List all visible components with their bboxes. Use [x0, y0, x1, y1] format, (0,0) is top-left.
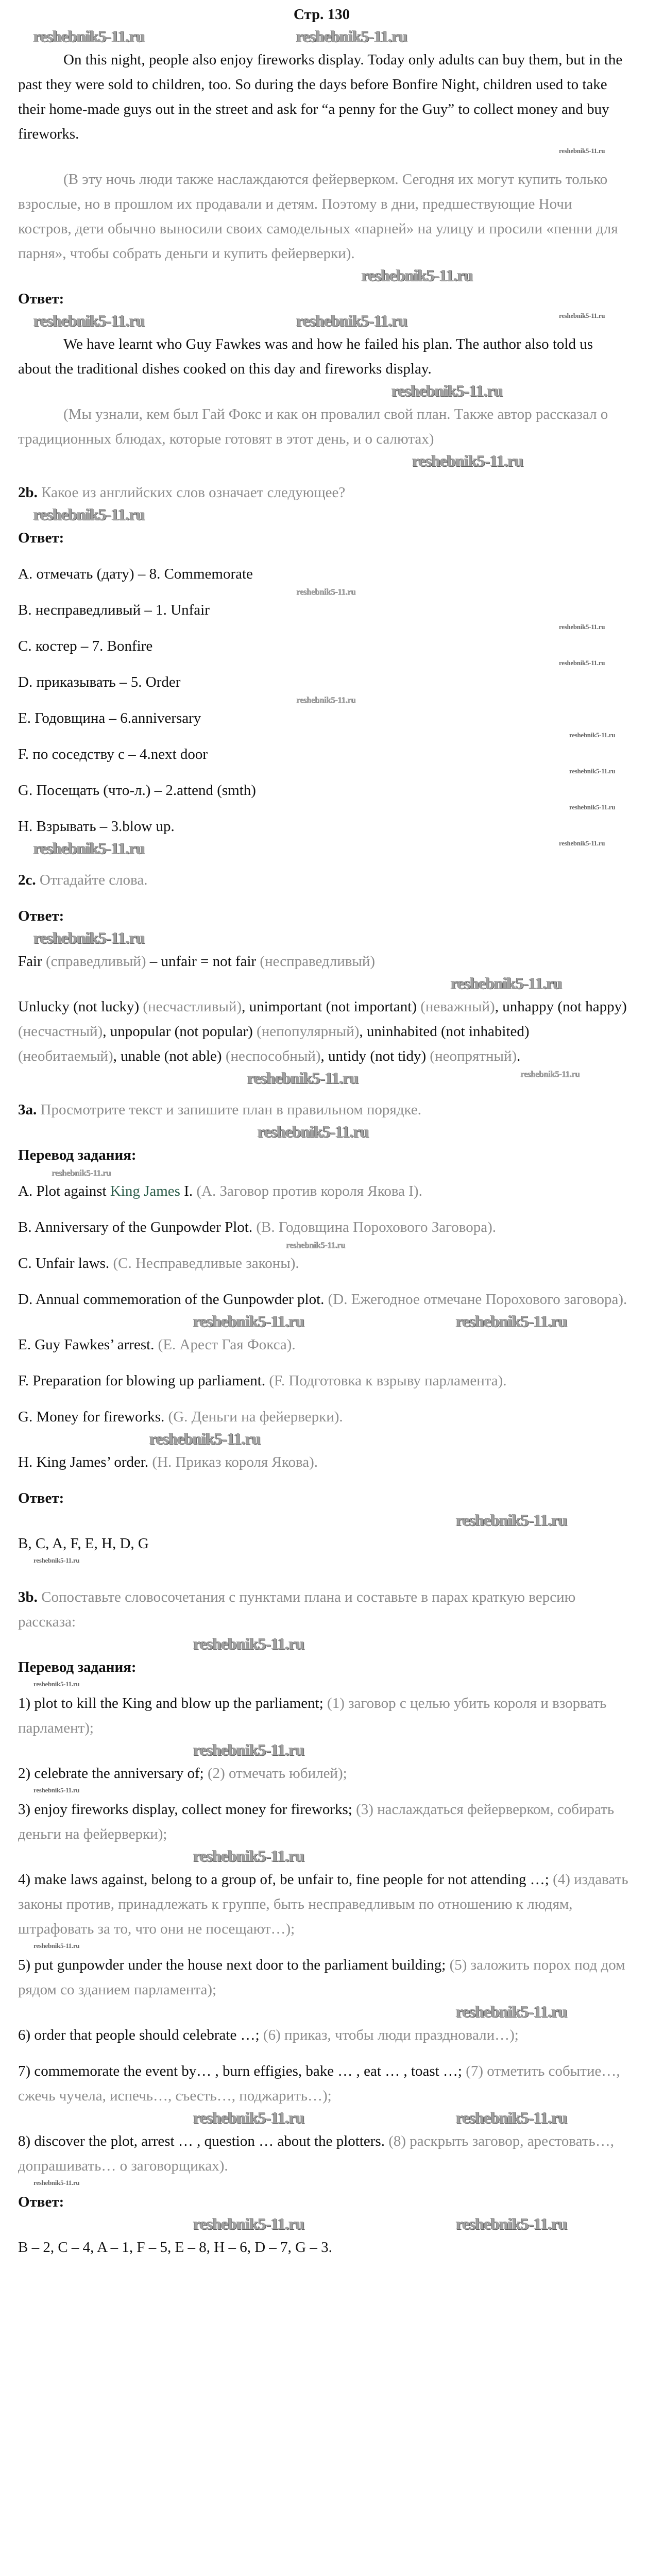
exercise-number: 2c.	[18, 872, 36, 888]
english-text: E. Guy Fawkes’ arrest.	[18, 1336, 158, 1353]
watermark: reshebnik5-11.ru	[33, 1556, 80, 1564]
exercise-task: Отгадайте слова.	[39, 872, 148, 888]
spacer	[0, 1556, 664, 1585]
phrase-item	[18, 2059, 628, 2108]
russian-text: (7) отметить событие…, сжечь чучела, испечь…, съесть…, поджарить…);	[18, 2063, 620, 2104]
spacer	[0, 1634, 664, 1655]
watermark: reshebnik5-11.ru	[193, 1740, 304, 1759]
watermark: reshebnik5-11.ru	[569, 767, 616, 775]
exercise-task: Какое из английских слов означает следующее?	[41, 484, 346, 501]
phrase-item	[18, 2129, 628, 2178]
exercise-3b-heading	[18, 1585, 628, 1634]
watermark: reshebnik5-11.ru	[569, 731, 616, 739]
intro-english-paragraph: On this night, people also enjoy fireworks display. Today only adults can buy them, but in the past they were sold to children, too. So during the days before Bonfire Night, children used to take their home-made guys out in the street and ask for “a penny for the Guy” to collect money and buy fireworks.	[18, 52, 623, 142]
spacer	[0, 1312, 664, 1332]
english-text: A. Plot against	[18, 1183, 110, 1199]
separator: ,	[103, 1023, 110, 1040]
watermark: reshebnik5-11.ru	[33, 1786, 80, 1794]
phrase-item	[18, 2023, 628, 2047]
exercise-number: 2b.	[18, 484, 38, 501]
spacer	[0, 892, 664, 904]
phrase-item	[18, 1691, 628, 1740]
spacer	[0, 311, 664, 332]
spacer	[0, 505, 664, 526]
exercise-task: Сопоставьте словосочетания с пунктами плана и составьте в парах краткую версию рассказа:	[18, 1589, 576, 1630]
english-text: 8) discover the plot, arrest … , question … about the plotters.	[18, 2133, 389, 2149]
watermark: reshebnik5-11.ru	[193, 2108, 304, 2127]
watermark: reshebnik5-11.ru	[362, 266, 473, 284]
separator: ,	[495, 998, 503, 1015]
english-text: unhappy (not happy)	[502, 998, 627, 1015]
watermark: reshebnik5-11.ru	[52, 1168, 111, 1178]
word-list	[18, 994, 628, 1069]
list-item: D. приказывать – 5. Order	[18, 674, 181, 690]
russian-text: (F. Подготовка к взрыву парламента).	[269, 1372, 507, 1389]
plan-item	[18, 1332, 628, 1357]
spacer	[0, 928, 664, 949]
english-text: unpopular (not popular)	[110, 1023, 257, 1040]
watermark: reshebnik5-11.ru	[247, 1069, 359, 1087]
answer1-russian: (Мы узнали, кем был Гай Фокс и как он провалил свой план. Также автор рассказал о традиционных блюдах, которые готовят в этот день, и о салютах)	[18, 406, 608, 447]
list-item: H. Взрывать – 3.blow up.	[18, 818, 175, 835]
spacer	[0, 1357, 664, 1368]
spacer	[0, 1276, 664, 1287]
watermark: reshebnik5-11.ru	[559, 659, 605, 667]
english-text: 4) make laws against, belong to a group of, be unfair to, fine people for not attending …;	[18, 1871, 553, 1888]
watermark: reshebnik5-11.ru	[559, 147, 605, 155]
spacer	[0, 550, 664, 562]
russian-text: (3) наслаждаться фейерверком, собирать деньги на фейерверки);	[18, 1801, 615, 1842]
watermark: reshebnik5-11.ru	[451, 974, 562, 992]
watermark: reshebnik5-11.ru	[33, 839, 145, 857]
russian-text: (несчастный)	[18, 1023, 103, 1040]
russian-text: (E. Арест Гая Фокса).	[158, 1336, 296, 1353]
english-text: 3) enjoy fireworks display, collect money for fireworks;	[18, 1801, 356, 1818]
spacer	[0, 2214, 664, 2235]
plan-item	[18, 1215, 628, 1240]
spacer	[0, 2108, 664, 2129]
english-text: D. Annual commemoration of the Gunpowder plot.	[18, 1291, 328, 1308]
plan-item	[18, 1179, 628, 1204]
watermark: reshebnik5-11.ru	[33, 928, 145, 947]
english-text: C. Unfair laws.	[18, 1255, 113, 1272]
separator: ,	[242, 998, 249, 1015]
answer-heading: Ответ:	[18, 530, 64, 546]
watermark: reshebnik5-11.ru	[559, 839, 605, 847]
spacer	[0, 1680, 664, 1691]
watermark: reshebnik5-11.ru	[569, 803, 616, 811]
watermark: reshebnik5-11.ru	[33, 1942, 80, 1950]
russian-text: (необитаемый)	[18, 1048, 113, 1064]
spacer	[0, 1846, 664, 1867]
english-text: F. Preparation for blowing up parliament.	[18, 1372, 269, 1389]
exercise-number: 3b.	[18, 1589, 38, 1605]
list-item: G. Посещать (что-л.) – 2.attend (smth)	[18, 782, 256, 799]
task-translation-heading: Перевод задания:	[18, 1147, 137, 1163]
spacer	[0, 586, 664, 598]
spacer	[0, 839, 664, 868]
answer-heading: Ответ:	[18, 291, 64, 307]
watermark: reshebnik5-11.ru	[33, 311, 145, 330]
russian-text: (несчастливый)	[143, 998, 242, 1015]
separator: .	[517, 1048, 521, 1064]
spacer	[0, 27, 664, 47]
watermark: reshebnik5-11.ru	[33, 1680, 80, 1688]
plan-item	[18, 1368, 628, 1393]
spacer	[0, 1786, 664, 1797]
watermark: reshebnik5-11.ru	[456, 2002, 567, 2021]
watermark: reshebnik5-11.ru	[33, 505, 145, 523]
watermark: reshebnik5-11.ru	[258, 1122, 369, 1141]
watermark: reshebnik5-11.ru	[456, 2214, 567, 2233]
russian-text: (C. Несправедливые законы).	[113, 1255, 299, 1272]
watermark: reshebnik5-11.ru	[559, 623, 605, 631]
spacer	[0, 1475, 664, 1486]
watermark: reshebnik5-11.ru	[296, 311, 407, 330]
spacer	[0, 767, 664, 778]
watermark: reshebnik5-11.ru	[456, 1312, 567, 1330]
spacer	[0, 1429, 664, 1450]
english-text: G. Money for fireworks.	[18, 1409, 168, 1425]
spacer	[0, 1393, 664, 1404]
watermark: reshebnik5-11.ru	[559, 312, 605, 319]
russian-text: (8) раскрыть заговор, арестовать…, допрашивать… о заговорщиках).	[18, 2133, 614, 2174]
spacer	[0, 2047, 664, 2059]
watermark: reshebnik5-11.ru	[520, 1069, 580, 1079]
russian-text: (6) приказ, чтобы люди праздновали…);	[263, 2027, 519, 2043]
spacer	[0, 1240, 664, 1251]
english-text: 7) commemorate the event by… , burn effigies, bake … , eat … , toast …;	[18, 2063, 466, 2079]
russian-text: (2) отмечать юбилей);	[207, 1765, 347, 1782]
list-item: A. отмечать (дату) – 8. Commemorate	[18, 566, 253, 582]
answer-heading: Ответ:	[18, 2194, 64, 2210]
page-title: Стр. 130	[293, 6, 350, 23]
english-text: I.	[180, 1183, 197, 1199]
spacer	[0, 803, 664, 814]
answer-heading: Ответ:	[18, 908, 64, 924]
separator: ,	[320, 1048, 329, 1064]
answer-text: B, C, A, F, E, H, D, G	[18, 1535, 149, 1552]
spacer	[0, 731, 664, 742]
watermark: reshebnik5-11.ru	[149, 1429, 261, 1448]
english-text: Fair	[18, 953, 46, 970]
plan-item	[18, 1404, 628, 1429]
russian-text: (5) заложить порох под дом рядом со зданием парламента);	[18, 1957, 625, 1998]
russian-text: (H. Приказ короля Якова).	[152, 1454, 318, 1470]
russian-text: (G. Деньги на фейерверки).	[168, 1409, 343, 1425]
spacer	[0, 2178, 664, 2190]
english-text: unable (not able)	[121, 1048, 226, 1064]
separator: ,	[359, 1023, 367, 1040]
russian-text: (A. Заговор против короля Якова I).	[196, 1183, 422, 1199]
spacer	[0, 266, 664, 286]
list-item: E. Годовщина – 6.anniversary	[18, 710, 201, 726]
english-text: B. Anniversary of the Gunpowder Plot.	[18, 1219, 257, 1235]
spacer	[0, 1941, 664, 1953]
english-text: – unfair = not fair	[146, 953, 260, 970]
exercise-2c-heading	[18, 868, 628, 892]
spacer	[0, 146, 664, 167]
list-item: F. по соседству с – 4.next door	[18, 746, 208, 762]
russian-text: (справедливый)	[45, 953, 146, 970]
highlighted-text: King James	[110, 1183, 180, 1199]
phrase-item	[18, 1953, 628, 2002]
english-text: H. King James’ order.	[18, 1454, 152, 1470]
english-text: 5) put gunpowder under the house next door to the parliament building;	[18, 1957, 450, 1973]
english-text: Unlucky (not lucky)	[18, 998, 143, 1015]
exercise-task: Просмотрите текст и запишите план в правильном порядке.	[40, 1101, 421, 1118]
separator: ,	[113, 1048, 121, 1064]
russian-text: (неважный)	[420, 998, 495, 1015]
russian-text: (D. Ежегодное отмечане Порохового заговора).	[328, 1291, 627, 1308]
list-item: C. костер – 7. Bonfire	[18, 638, 153, 654]
russian-text: (неопрятный)	[430, 1048, 517, 1064]
watermark: reshebnik5-11.ru	[296, 587, 355, 597]
spacer	[0, 1204, 664, 1215]
list-item: B. несправедливый – 1. Unfair	[18, 602, 210, 618]
watermark: reshebnik5-11.ru	[193, 1634, 304, 1653]
phrase-item	[18, 1761, 628, 1786]
phrase-item	[18, 1867, 628, 1941]
spacer	[0, 451, 664, 480]
russian-text: (1) заговор с целью убить короля и взорвать парламент);	[18, 1695, 607, 1736]
watermark: reshebnik5-11.ru	[33, 2179, 80, 2187]
exercise-2b-heading	[18, 480, 628, 505]
watermark: reshebnik5-11.ru	[193, 1846, 304, 1865]
russian-text: (4) издавать законы против, принадлежать к группе, быть несправедливым по отношению к людям, штрафовать за то, что они не посещают…);	[18, 1871, 628, 1937]
answer-heading: Ответ:	[18, 1490, 64, 1506]
english-text: 2) celebrate the anniversary of;	[18, 1765, 208, 1782]
plan-item	[18, 1287, 628, 1312]
spacer	[0, 2002, 664, 2023]
answer-text: B – 2, C – 4, A – 1, F – 5, E – 8, H – 6, D – 7, G – 3.	[18, 2239, 332, 2256]
russian-text: (неспособный)	[225, 1048, 321, 1064]
plan-item	[18, 1450, 628, 1475]
exercise-3a-heading	[18, 1097, 628, 1122]
watermark: reshebnik5-11.ru	[296, 695, 355, 705]
russian-text: (B. Годовщина Порохового Заговора).	[256, 1219, 497, 1235]
fair-line	[18, 949, 628, 974]
watermark: reshebnik5-11.ru	[33, 27, 145, 45]
spacer	[0, 1167, 664, 1179]
watermark: reshebnik5-11.ru	[391, 381, 503, 400]
answer1-english: We have learnt who Guy Fawkes was and how he failed his plan. The author also told us about the traditional dishes cooked on this day and fireworks display.	[18, 336, 593, 377]
spacer	[0, 1511, 664, 1531]
watermark: reshebnik5-11.ru	[296, 27, 407, 45]
task-translation-heading: Перевод задания:	[18, 1659, 137, 1675]
english-text: unimportant (not important)	[249, 998, 421, 1015]
watermark: reshebnik5-11.ru	[456, 2108, 567, 2127]
spacer	[0, 622, 664, 634]
watermark: reshebnik5-11.ru	[412, 451, 523, 470]
english-text: 1) plot to kill the King and blow up the parliament;	[18, 1695, 328, 1711]
watermark: reshebnik5-11.ru	[286, 1240, 345, 1250]
watermark: reshebnik5-11.ru	[193, 2214, 304, 2233]
plan-item	[18, 1251, 628, 1276]
spacer	[0, 658, 664, 670]
english-text: 6) order that people should celebrate …;	[18, 2027, 263, 2043]
english-text: uninhabited (not inhabited)	[366, 1023, 530, 1040]
watermark: reshebnik5-11.ru	[193, 1312, 304, 1330]
watermark: reshebnik5-11.ru	[456, 1511, 567, 1529]
spacer	[0, 694, 664, 706]
intro-russian-translation: (В эту ночь люди также наслаждаются фейерверком. Сегодня их могут купить только взрослые, но в прошлом их продавали и детям. Поэтому в дни, предшествующие Ночи костров, дети обычно выносили своих самодельных «парней» на улицу и просили «пенни для парня», чтобы собрать деньги и купить фейерверки).	[18, 171, 618, 262]
english-text: untidy (not tidy)	[328, 1048, 430, 1064]
spacer	[0, 974, 664, 994]
russian-text: (непопулярный)	[257, 1023, 360, 1040]
phrase-item	[18, 1797, 628, 1846]
exercise-number: 3a.	[18, 1101, 37, 1118]
spacer	[0, 381, 664, 402]
russian-text: (несправедливый)	[260, 953, 376, 970]
spacer	[0, 1122, 664, 1143]
spacer	[0, 1069, 664, 1097]
spacer	[0, 1740, 664, 1761]
